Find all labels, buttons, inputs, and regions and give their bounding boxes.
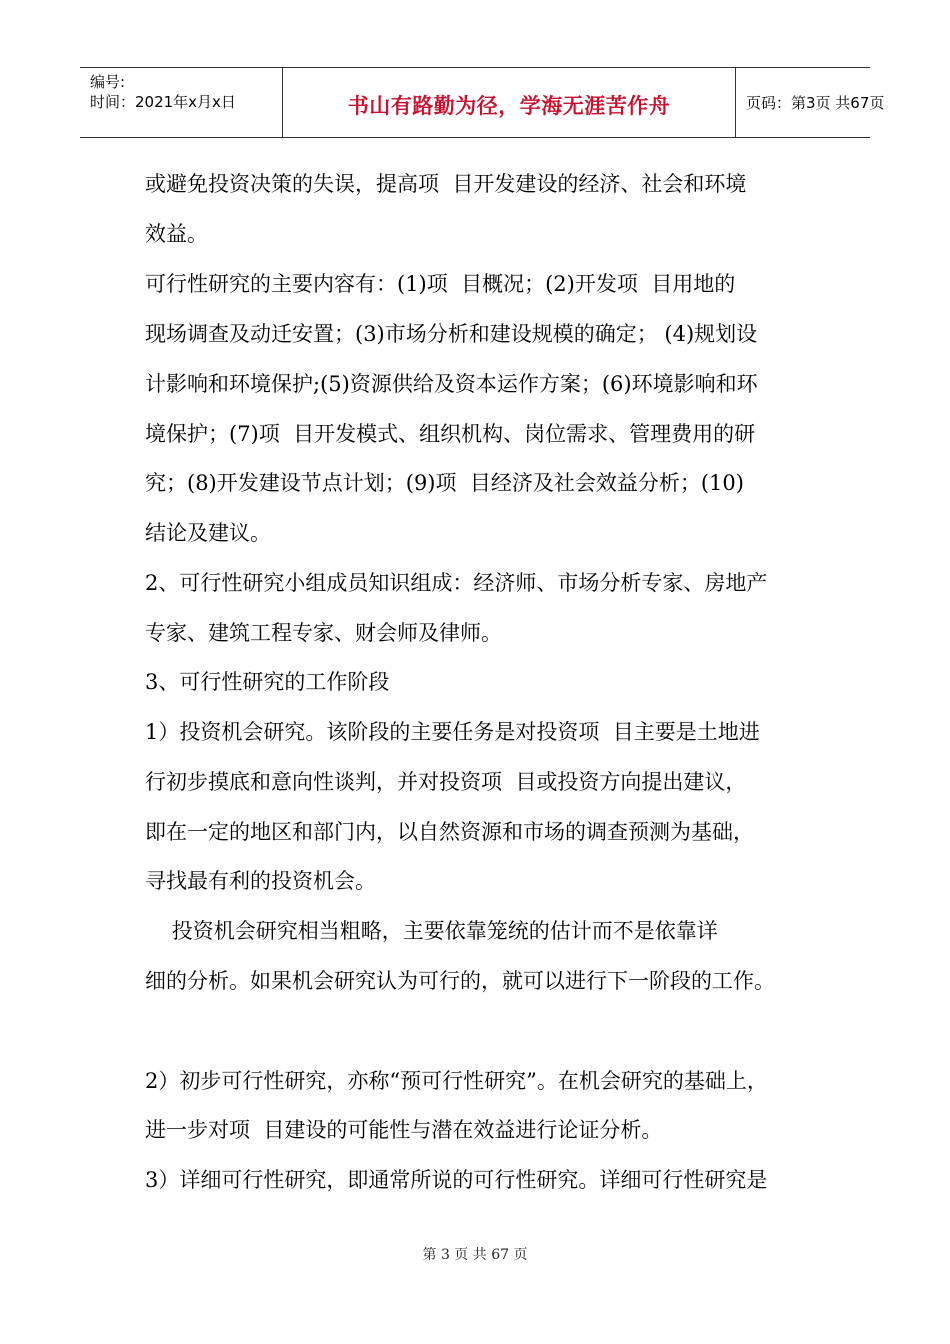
- page-header: [80, 67, 885, 138]
- code-label: 编号:: [90, 73, 126, 91]
- text-line: 即在一定的地区和部门内，以自然资源和市场的调查预测为基础，: [145, 820, 754, 844]
- header-meta-cell: [80, 68, 282, 137]
- motto-text: 书山有路勤为径，学海无涯苦作舟: [347, 93, 671, 118]
- text-line: 计影响和环境保护;(5)资源供给及资本运作方案；(6)环境影响和环: [145, 372, 758, 396]
- text-line: 细的分析。如果机会研究认为可行的，就可以进行下一阶段的工作。: [145, 969, 775, 993]
- text-line: 3、可行性研究的工作阶段: [145, 670, 390, 694]
- time-label: 时间：2021年x月x日: [90, 93, 236, 111]
- text-line: 效益。: [145, 222, 208, 246]
- text-line: 可行性研究的主要内容有：(1)项 目概况；(2)开发项 目用地的: [145, 272, 736, 296]
- text-line: 境保护；(7)项 目开发模式、组织机构、岗位需求、管理费用的研: [145, 422, 756, 446]
- text-line: 或避免投资决策的失误，提高项 目开发建设的经济、社会和环境: [145, 172, 747, 196]
- header-motto-cell: [282, 68, 736, 137]
- text-line: 3）详细可行性研究，即通常所说的可行性研究。详细可行性研究是: [145, 1168, 768, 1192]
- page-footer: 第 3 页 共 67 页: [422, 1247, 528, 1263]
- text-line: 2、可行性研究小组成员知识组成：经济师、市场分析专家、房地产: [145, 571, 768, 595]
- text-line: 究；(8)开发建设节点计划；(9)项 目经济及社会效益分析；(10): [145, 471, 744, 495]
- text-line: 现场调查及动迁安置；(3)市场分析和建设规模的确定； (4)规划设: [145, 322, 758, 346]
- text-line: 投资机会研究相当粗略，主要依靠笼统的估计而不是依靠详: [145, 919, 718, 943]
- text-line: 进一步对项 目建设的可能性与潜在效益进行论证分析。: [145, 1118, 663, 1142]
- text-line: 1）投资机会研究。该阶段的主要任务是对投资项 目主要是土地进: [145, 720, 760, 744]
- text-line: 行初步摸底和意向性谈判，并对投资项 目或投资方向提出建议，: [145, 770, 747, 794]
- text-line: 专家、建筑工程专家、财会师及律师。: [145, 621, 502, 645]
- text-line: 2）初步可行性研究，亦称“预可行性研究”。在机会研究的基础上，: [145, 1069, 768, 1093]
- text-line: 结论及建议。: [145, 521, 271, 545]
- header-page-info: 页码：第3页 共67页: [746, 94, 885, 112]
- header-page-cell: [734, 68, 885, 137]
- text-line: 寻找最有利的投资机会。: [145, 869, 376, 893]
